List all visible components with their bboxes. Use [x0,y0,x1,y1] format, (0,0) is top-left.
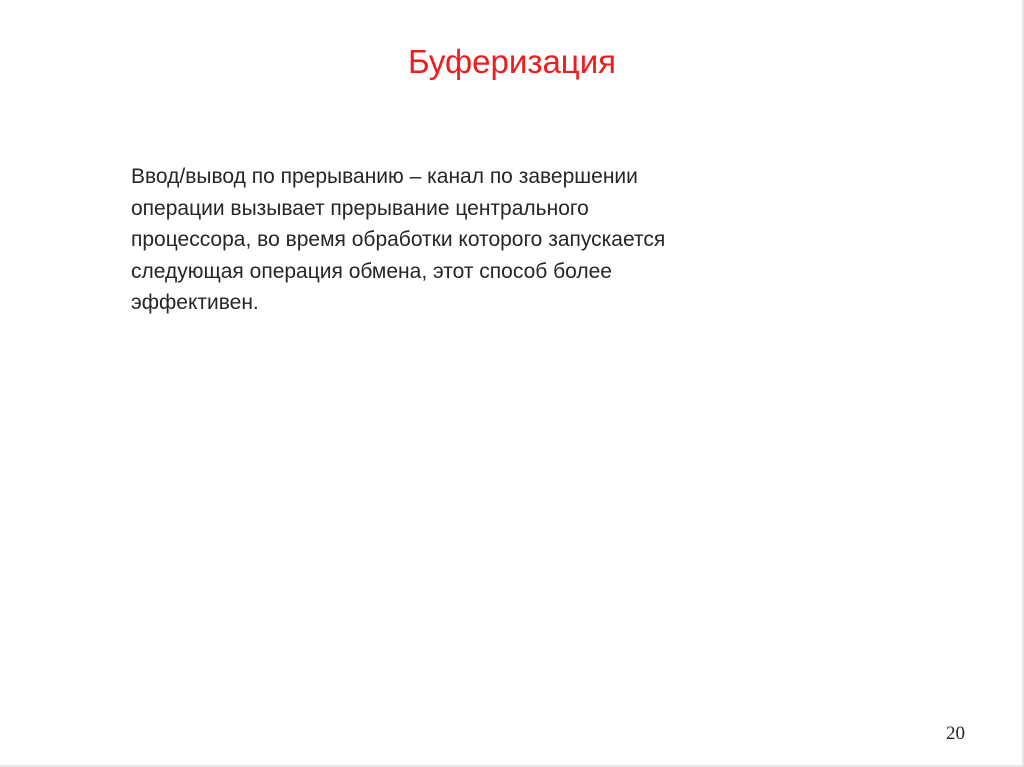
body-text-line: следующая операция обмена, этот способ более [131,259,612,283]
slide-body-text [131,161,781,319]
body-text-line: процессора, во время обработки которого запускается [131,228,666,251]
body-text-line: Ввод/вывод по прерыванию – канал по завершении [131,165,638,188]
body-text-line: операции вызывает прерывание центрального [131,196,589,220]
body-text-line: эффективен. [131,291,259,314]
page-number: 20 [946,723,965,744]
slide-title: Буферизация [407,43,617,80]
